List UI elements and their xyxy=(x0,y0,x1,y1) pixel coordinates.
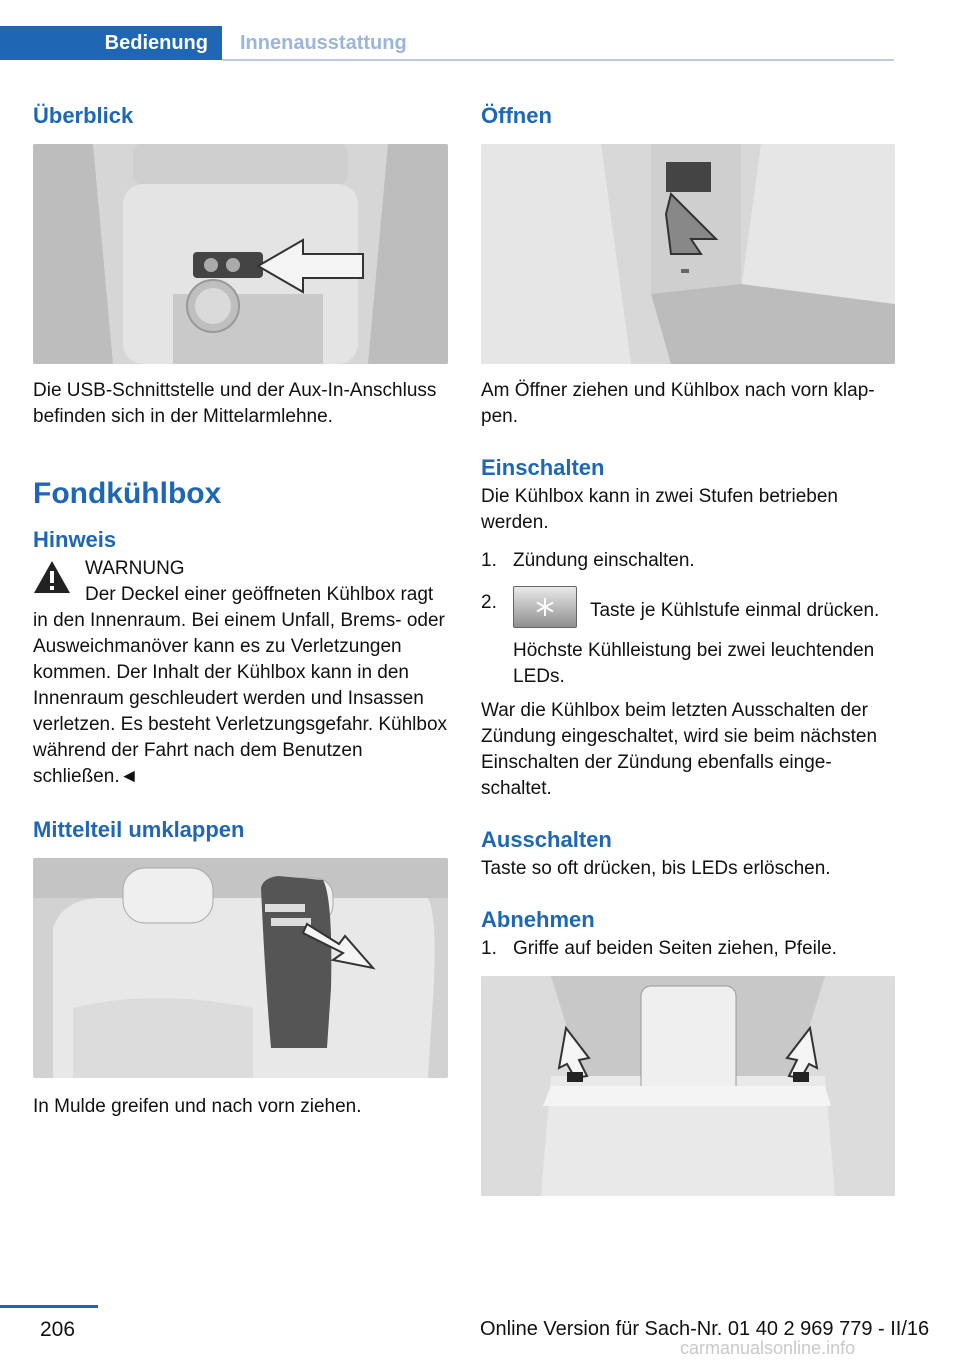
cooling-key-button xyxy=(513,586,577,628)
list-item: 2. Taste je Kühlstufe einmal drücken. Höchste Kühlleistung bei zwei leuchtenden LEDs. xyxy=(481,590,895,690)
list-item: 1. Griffe auf beiden Seiten ziehen, Pfeile. xyxy=(481,938,837,959)
left-column xyxy=(33,100,448,1120)
hint-heading: Hinweis xyxy=(33,527,117,552)
fold-text: In Mulde greifen und nach vorn ziehen. xyxy=(33,1096,362,1117)
remove-heading: Abnehmen xyxy=(481,907,595,932)
warning-text: Der Deckel einer geöffneten Kühlbox ragt in den Innenraum. Bei einem Unfall, Brems- oder Ausweichmanöver kann es zu Verletzungen kommen. Der Inhalt der Kühlbox kann in den Innenraum geschleudert werden und Insassen verletzen. Es besteht Verletzungsgefahr. Kühlbox während der Fahrt nach dem Benutzen schließen.◄ xyxy=(33,584,448,787)
rear-seat-illustration xyxy=(33,858,448,1078)
header-tabs xyxy=(0,26,407,60)
fold-heading: Mittelteil umklappen xyxy=(33,817,245,842)
warning-label: WARNUNG xyxy=(85,558,185,579)
watermark: carmanualsonline.info xyxy=(680,1338,856,1358)
overview-text: Die USB-Schnittstelle und der Aux-In-Anschluss befinden sich in der Mittelarmlehne. xyxy=(33,380,437,427)
on-text: Die Kühlbox kann in zwei Stufen betrieben werden. xyxy=(481,486,839,533)
open-text: Am Öffner ziehen und Kühlbox nach vorn klappen. xyxy=(481,380,875,427)
warning-block xyxy=(33,556,448,790)
open-coolbox-illustration xyxy=(481,144,895,364)
on-note: War die Kühlbox beim letzten Ausschalten der Zündung eingeschaltet, wird sie beim nächsten Einschalten der Zündung ebenfalls eingeschaltet. xyxy=(481,700,878,799)
page-number: 206 xyxy=(40,1318,76,1341)
snowflake-icon xyxy=(535,597,555,617)
usb-aux-illustration xyxy=(33,144,448,364)
off-heading: Ausschalten xyxy=(481,827,612,852)
warning-icon xyxy=(33,560,71,594)
step-sub-text: Höchste Kühlleistung bei zwei leuchtenden LEDs. xyxy=(513,640,875,687)
list-item: 1. Zündung einschalten. xyxy=(481,550,695,571)
on-heading: Einschalten xyxy=(481,455,605,480)
tab-bedienung[interactable]: Bedienung xyxy=(0,26,222,60)
trunk-coolbox-illustration xyxy=(481,976,895,1196)
tab-innenausstattung[interactable]: Innenausstattung xyxy=(240,32,407,54)
off-text: Taste so oft drücken, bis LEDs erlöschen. xyxy=(481,858,831,879)
on-steps xyxy=(481,548,895,690)
open-heading: Öffnen xyxy=(481,103,552,128)
section-title: Fondkühlbox xyxy=(33,477,222,510)
overview-heading: Überblick xyxy=(33,103,134,128)
right-column xyxy=(481,100,895,1196)
remove-steps xyxy=(481,936,895,962)
footer-rule xyxy=(0,1305,98,1308)
header-rule xyxy=(222,59,894,61)
footer-online-text: Online Version für Sach-Nr. 01 40 2 969 779 - II/16 xyxy=(480,1318,930,1340)
